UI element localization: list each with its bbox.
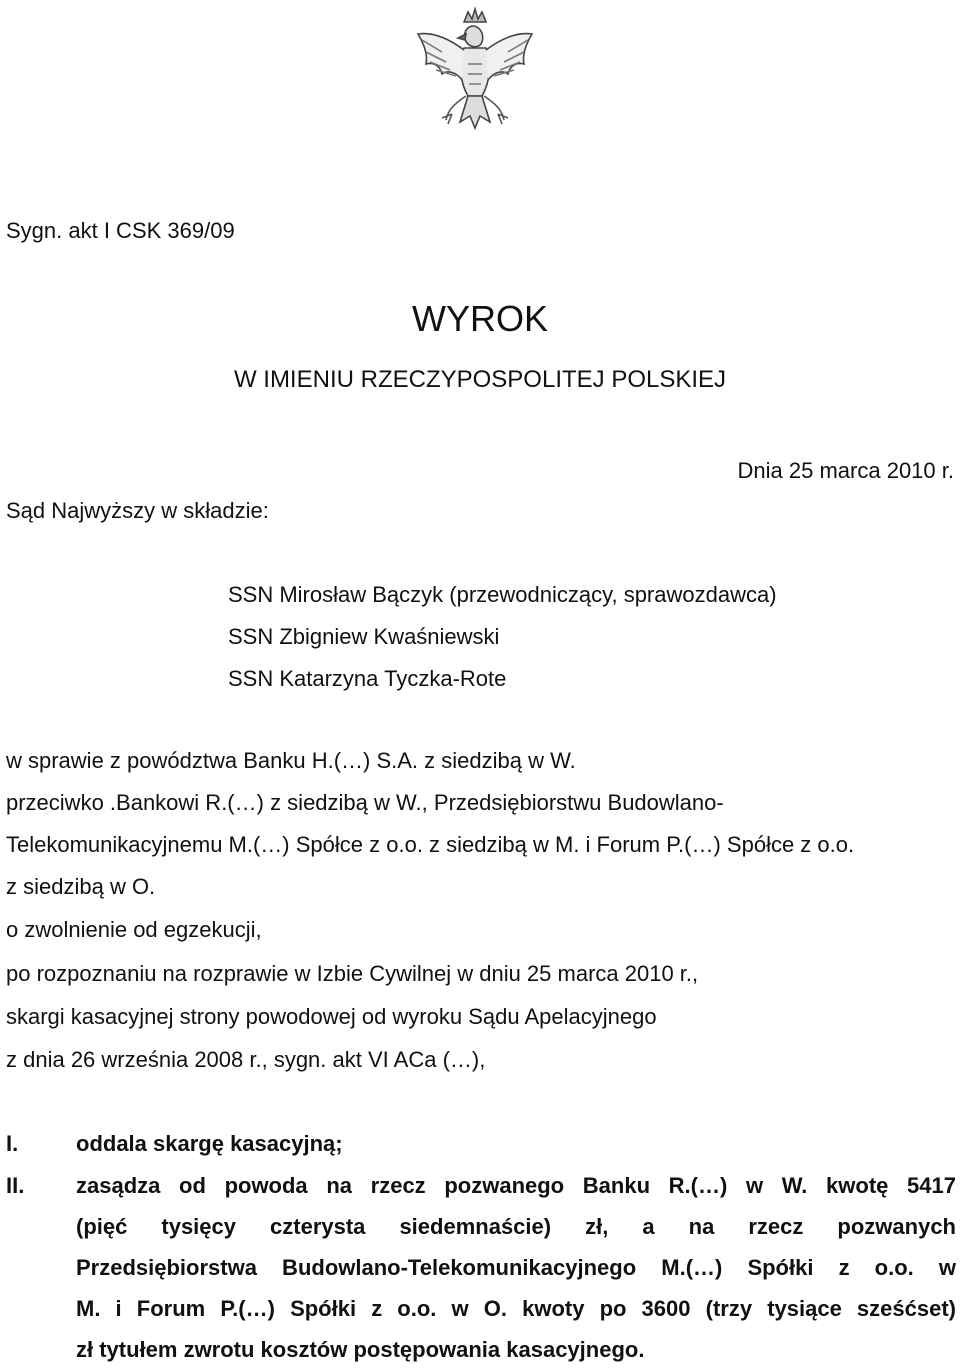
case-line: z siedzibą w O. <box>6 874 156 899</box>
ruling-item-line: zł tytułem zwrotu kosztów postępowania kasacyjnego. <box>76 1337 645 1362</box>
case-signature: Sygn. akt I CSK 369/09 <box>6 218 235 243</box>
ruling-item-number: II. <box>6 1173 25 1198</box>
case-line: w sprawie z powództwa Banku H.(…) S.A. z siedzibą w W. <box>6 748 576 773</box>
ruling-item-line: Przedsiębiorstwa Budowlano-Telekomunikacyjnego M.(…) Spółki z o.o. w <box>76 1255 956 1280</box>
case-line: Telekomunikacyjnemu M.(…) Spółce z o.o. z siedzibą w M. i Forum P.(…) Spółce z o.o. <box>6 832 855 857</box>
case-line: po rozpoznaniu na rozprawie w Izbie Cywilnej w dniu 25 marca 2010 r., <box>6 961 699 986</box>
judge-1: SSN Mirosław Bączyk (przewodniczący, sprawozdawca) <box>228 582 777 607</box>
case-line: o zwolnienie od egzekucji, <box>6 917 262 942</box>
court-composition-label: Sąd Najwyższy w składzie: <box>6 498 269 523</box>
ruling-item-text: oddala skargę kasacyjną; <box>76 1131 343 1156</box>
ruling-item-line: (pięć tysięcy czterysta siedemnaście) zł, a na rzecz pozwanych <box>76 1214 956 1239</box>
judgment-date: Dnia 25 marca 2010 r. <box>737 458 954 483</box>
judge-3: SSN Katarzyna Tyczka-Rote <box>228 666 507 691</box>
case-line: z dnia 26 września 2008 r., sygn. akt VI ACa (…), <box>6 1047 486 1072</box>
ruling-item-line: M. i Forum P.(…) Spółki z o.o. w O. kwoty po 3600 (trzy tysiące sześćset) <box>76 1296 956 1321</box>
case-line: skargi kasacyjnej strony powodowej od wyroku Sądu Apelacyjnego <box>6 1004 657 1029</box>
polish-eagle-emblem <box>412 4 538 158</box>
document-subtitle: W IMIENIU RZECZYPOSPOLITEJ POLSKIEJ <box>233 366 727 393</box>
ruling-item-line: zasądza od powoda na rzecz pozwanego Banku R.(…) w W. kwotę 5417 <box>76 1173 956 1198</box>
case-line: przeciwko .Bankowi R.(…) z siedzibą w W., Przedsiębiorstwu Budowlano- <box>6 790 724 815</box>
ruling-item-number: I. <box>6 1131 19 1156</box>
judge-2: SSN Zbigniew Kwaśniewski <box>228 624 500 649</box>
document-title: WYROK <box>411 298 548 339</box>
